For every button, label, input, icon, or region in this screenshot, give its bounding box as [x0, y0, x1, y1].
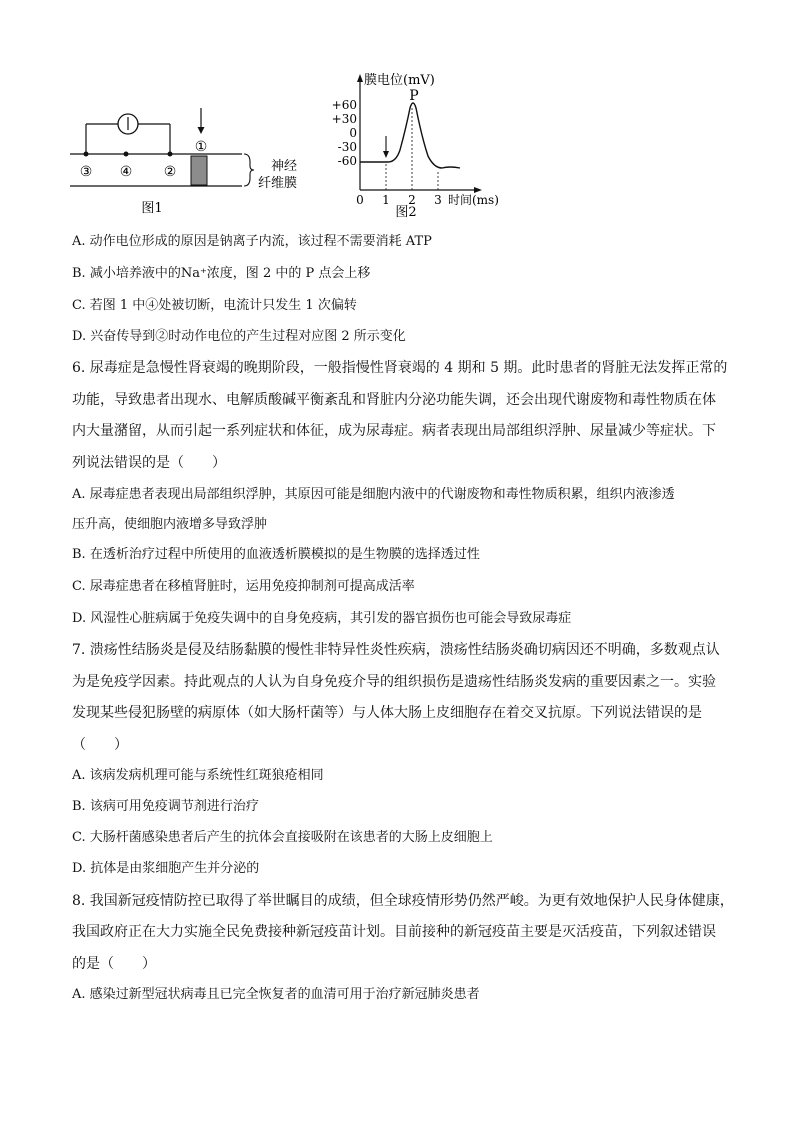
q7-option-b: B. 该病可用免疫调节剂进行治疗	[72, 799, 259, 814]
q5-option-a: A. 动作电位形成的原因是钠离子内流，该过程不需要消耗 ATP	[72, 234, 432, 249]
q7-option-a: A. 该病发病机理可能与系统性红斑狼疮相同	[72, 768, 324, 783]
q7-stem-line: 7. 溃疡性结肠炎是侵及结肠黏膜的慢性非特异性炎性疾病，溃疡性结肠炎确切病因还不明确，多数观点认	[72, 642, 720, 658]
q5-option-c: C. 若图 1 中④处被切断，电流计只发生 1 次偏转	[72, 298, 357, 313]
q7-option-c: C. 大肠杆菌感染患者后产生的抗体会直接吸附在该患者的大肠上皮细胞上	[72, 830, 493, 845]
q6-option-d: D. 风湿性心脏病属于免疫失调中的自身免疫病，其引发的器官损伤也可能会导致尿毒症	[72, 611, 572, 626]
q8-option-a: A. 感染过新型冠状病毒且已完全恢复者的血清可用于治疗新冠肺炎患者	[72, 987, 480, 1002]
q6-option-b: B. 在透析治疗过程中所使用的血液透析膜模拟的是生物膜的选择透过性	[72, 547, 480, 562]
q6-option-a: A. 尿毒症患者表现出局部组织浮肿，其原因可能是细胞内液中的代谢废物和毒性物质积累，组织内液渗透	[72, 487, 675, 502]
figure-2-caption: 图2	[395, 205, 417, 220]
q5-option-b: B. 减小培养液中的Na⁺浓度，图 2 中的 P 点会上移	[72, 266, 371, 281]
q7-stem-line: 为是免疫学因素。持此观点的人认为自身免疫介导的组织损伤是遗疡性结肠炎发病的重要因素之一。实验	[72, 674, 716, 690]
q6-stem-line: 功能，导致患者出现水、电解质酸碱平衡紊乱和肾脏内分泌功能失调，还会出现代谢废物和毒性物质在体	[72, 392, 716, 408]
membrane-label-1: 神经	[271, 159, 298, 174]
ytick: -60	[337, 154, 357, 168]
ytick: 0	[349, 126, 357, 140]
xtick: 2	[408, 193, 416, 207]
marker-1: ①	[194, 139, 208, 155]
q7-stem-line: 发现某些侵犯肠壁的病原体（如大肠杆菌等）与人体大肠上皮细胞存在着交叉抗原。下列说法错误的是	[72, 705, 702, 721]
marker-3: ③	[79, 164, 93, 180]
q8-stem-line: 的是（ ）	[72, 956, 156, 972]
xtick: 0	[356, 193, 364, 207]
cut-block	[191, 156, 207, 185]
q7-stem-line: （ ）	[72, 737, 128, 753]
y-axis-label: 膜电位(mV)	[364, 73, 435, 88]
q6-stem-line: 内大量潴留，从而引起一系列症状和体征，成为尿毒症。病者表现出局部组织浮肿、尿量减少等症状。下	[72, 423, 716, 439]
ytick: +60	[331, 98, 357, 112]
q6-option-a-cont: 压升高，使细胞内液增多导致浮肿	[72, 517, 268, 532]
marker-4: ④	[119, 164, 133, 180]
q6-stem-line: 6. 尿毒症是急慢性肾衰竭的晚期阶段，一般指慢性肾衰竭的 4 期和 5 期。此时患者的肾脏无法发挥正常的	[72, 360, 728, 376]
q8-stem-line: 我国政府正在大力实施全民免费接种新冠疫苗计划。目前接种的新冠疫苗主要是灭活疫苗，下列叙述错误	[72, 924, 716, 940]
membrane-potential-curve	[360, 103, 460, 168]
q6-stem-line: 列说法错误的是（ ）	[72, 455, 226, 471]
ytick: +30	[331, 112, 357, 126]
q7-option-d: D. 抗体是由浆细胞产生并分泌的	[72, 861, 260, 876]
figure-2	[330, 66, 520, 220]
x-axis-label: 时间(ms)	[448, 193, 499, 207]
q6-option-c: C. 尿毒症患者在移植肾脏时，运用免疫抑制剂可提高成活率	[72, 579, 415, 594]
q8-stem-line: 8. 我国新冠疫情防控已取得了举世瞩目的成绩，但全球疫情形势仍然严峻。为更有效地保护人民身体健康，	[72, 893, 734, 909]
membrane-label-2: 纤维膜	[258, 176, 298, 191]
xtick: 3	[434, 193, 442, 207]
marker-2: ②	[163, 164, 177, 180]
figure-1-caption: 图1	[141, 201, 163, 216]
xtick: 1	[382, 193, 390, 207]
figure-1	[66, 104, 316, 216]
q5-option-d: D. 兴奋传导到②时动作电位的产生过程对应图 2 所示变化	[72, 329, 406, 344]
peak-label: P	[409, 88, 419, 104]
ytick: -30	[337, 140, 357, 154]
